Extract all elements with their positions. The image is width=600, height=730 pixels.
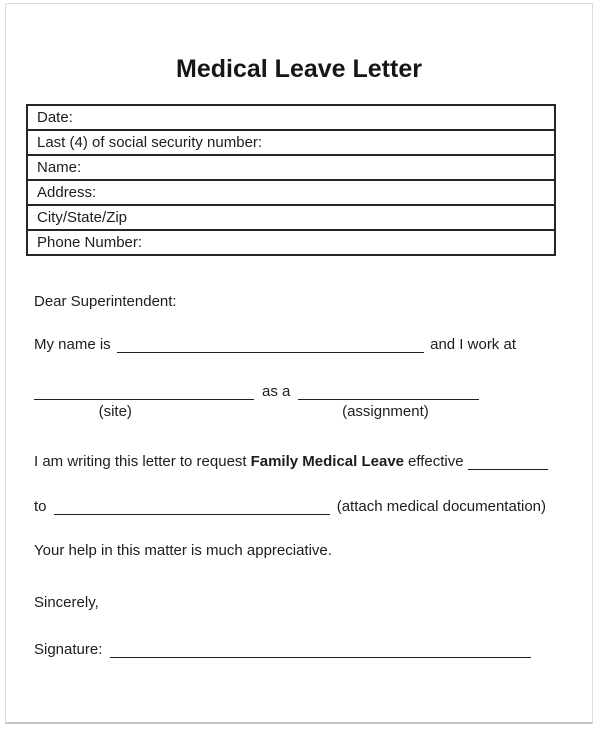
table-row	[27, 230, 555, 255]
table-row	[27, 205, 555, 230]
info-table	[26, 104, 556, 256]
request-line	[34, 452, 548, 472]
site-label: (site)	[98, 403, 132, 420]
request-prefix: I am writing this letter to request	[34, 453, 247, 470]
signoff: Sincerely,	[34, 594, 99, 611]
request-bold-phrase: Family Medical Leave	[250, 453, 404, 470]
letter-body	[34, 292, 556, 660]
site-assignment-line	[34, 382, 479, 402]
table-row	[27, 180, 555, 205]
signature-blank-line	[110, 647, 531, 658]
signature-label: Signature:	[34, 641, 103, 658]
page-title: Medical Leave Letter	[176, 55, 422, 83]
my-name-suffix: and I work at	[430, 336, 516, 353]
document-page	[5, 3, 593, 724]
table-row	[27, 155, 555, 180]
field-label-date: Date:	[27, 105, 555, 130]
field-label-ssn: Last (4) of social security number:	[27, 130, 555, 155]
name-blank-line	[117, 342, 424, 353]
effective-date-blank-line	[468, 459, 548, 470]
closing-line: Your help in this matter is much appreciative.	[34, 542, 332, 559]
site-blank-line	[34, 389, 254, 400]
assignment-label: (assignment)	[342, 403, 429, 420]
field-label-city-state-zip: City/State/Zip	[27, 205, 555, 230]
field-label-name: Name:	[27, 155, 555, 180]
signature-line	[34, 640, 531, 660]
table-row	[27, 105, 555, 130]
my-name-prefix: My name is	[34, 336, 111, 353]
request-suffix: effective	[408, 453, 464, 470]
site-connector: as a	[262, 383, 291, 400]
to-suffix: (attach medical documentation)	[336, 498, 546, 515]
table-row	[27, 130, 555, 155]
end-date-blank-line	[54, 504, 330, 515]
to-line	[34, 497, 546, 517]
to-prefix: to	[34, 498, 47, 515]
assignment-blank-line	[298, 389, 479, 400]
site-assignment-labels	[34, 402, 479, 422]
my-name-line	[34, 335, 516, 355]
field-label-phone: Phone Number:	[27, 230, 555, 255]
field-label-address: Address:	[27, 180, 555, 205]
salutation: Dear Superintendent:	[34, 293, 177, 310]
